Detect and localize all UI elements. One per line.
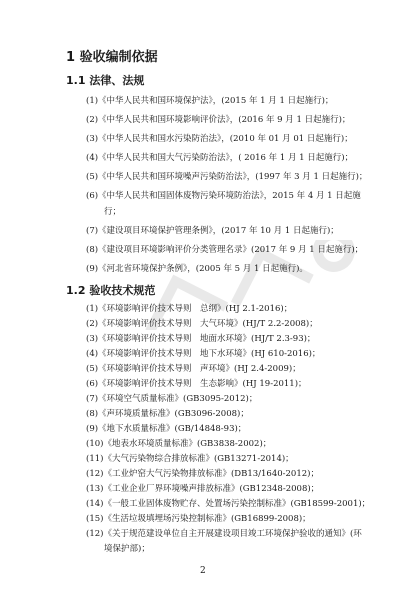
standard-item: (12)《工业炉窑大气污染物排放标准》(DB13/1640-2012)； xyxy=(86,469,319,479)
law-item: (2)《中华人民共和国环境影响评价法》，(2016 年 9 月 1 日起施行)； xyxy=(86,115,351,125)
law-item: (9)《河北省环境保护条例》，(2005 年 5 月 1 日起施行)。 xyxy=(86,264,308,274)
standard-item: (13)《工业企业厂界环境噪声排放标准》(GB12348-2008)； xyxy=(86,484,320,494)
laws-heading: 1.1 法律、法规 xyxy=(66,74,145,87)
standard-item: (14)《一般工业固体废物贮存、处置场污染控制标准》(GB18599-2001)； xyxy=(86,499,371,509)
standard-item: (7)《环境空气质量标准》(GB3095-2012)； xyxy=(86,394,258,404)
law-item-continuation: 行； xyxy=(104,207,122,217)
standard-item: (3)《环境影响评价技术导则 地面水环境》(HJ/T 2.3-93)； xyxy=(86,334,316,344)
standard-item: (5)《环境影响评价技术导则 声环境》(HJ 2.4-2009)； xyxy=(86,364,301,374)
standards-heading: 1.2 验收技术规范 xyxy=(66,284,156,297)
standard-item: (11)《大气污染物综合排放标准》(GB13271-2014)； xyxy=(86,454,294,464)
standard-item: (10)《地表水环境质量标准》(GB3838-2002)； xyxy=(86,439,272,449)
page-number: 2 xyxy=(200,566,206,576)
standard-item: (1)《环境影响评价技术导则 总纲》(HJ 2.1-2016)； xyxy=(86,304,293,314)
law-item: (4)《中华人民共和国大气污染防治法》，( 2016 年 1 月 1 日起施行)； xyxy=(86,153,354,163)
standard-item: (15)《生活垃圾填埋场污染控制标准》(GB16899-2008)； xyxy=(86,514,311,524)
standard-item: (6)《环境影响评价技术导则 生态影响》(HJ 19-2011)； xyxy=(86,379,307,389)
law-item: (6)《中华人民共和国固体废物污染环境防治法》，2015 年 4 月 1 日起施 xyxy=(86,191,361,201)
law-item: (8)《建设项目环境影响评价分类管理名录》(2017 年 9 月 1 日起施行)； xyxy=(86,245,364,255)
standard-item: (2)《环境影响评价技术导则 大气环境》(HJ/T 2.2-2008)； xyxy=(86,319,318,329)
law-item: (7)《建设项目环境保护管理条例》，(2017 年 10 月 1 日起施行)； xyxy=(86,226,339,236)
standard-item: (4)《环境影响评价技术导则 地下水环境》(HJ 610-2016)； xyxy=(86,349,321,359)
standard-item: (8)《声环境质量标准》(GB3096-2008)； xyxy=(86,409,249,419)
section-title: 1 验收编制依据 xyxy=(66,50,158,65)
standard-item: (12)《关于规范建设单位自主开展建设项目竣工环境保护验收的通知》(环 xyxy=(86,529,362,539)
law-item: (1)《中华人民共和国环境保护法》，(2015 年 1 月 1 日起施行)； xyxy=(86,96,334,106)
law-item: (5)《中华人民共和国环境噪声污染防治法》，(1997 年 3 月 1 日起施行)； xyxy=(86,172,368,182)
law-item: (3)《中华人民共和国水污染防治法》，(2010 年 01 月 01 日起施行)； xyxy=(86,134,353,144)
standard-item: (9)《地下水质量标准》(GB/14848-93)； xyxy=(86,424,247,434)
standard-item-continuation: 境保护部)； xyxy=(104,544,150,554)
